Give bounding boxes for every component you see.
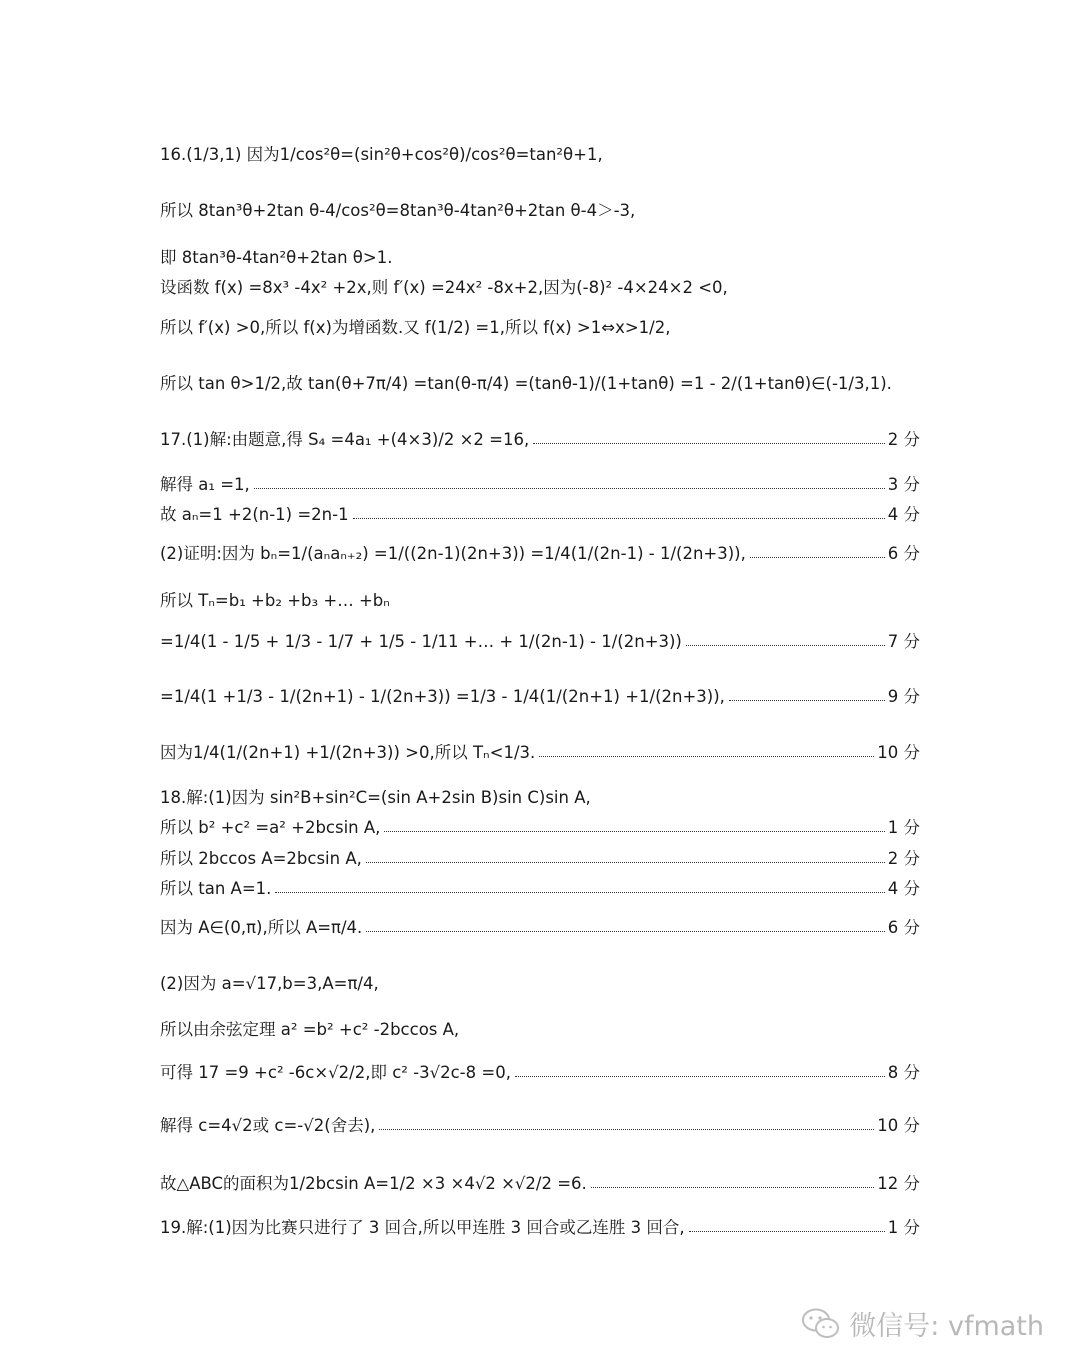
score-mark: 10 分: [877, 743, 920, 762]
wechat-icon: [801, 1307, 841, 1341]
dotted-leader: [275, 892, 884, 893]
score-mark: 1 分: [887, 1218, 920, 1237]
solution-line: [160, 820, 920, 837]
score-mark: 6 分: [887, 544, 920, 563]
line-text: 因为 A∈(0,π),所以 A=π/4.: [160, 918, 363, 937]
dotted-leader: [686, 645, 885, 646]
line-text: (2)证明:因为 bₙ=1/(aₙaₙ₊₂) =1/((2n-1)(2n+3)) =1/4(1/(2n-1) - 1/(2n+3)),: [160, 544, 746, 563]
score-mark: 2 分: [887, 430, 920, 449]
score-mark: 6 分: [887, 918, 920, 937]
line-text: 所以 2bccos A=2bcsin A,: [160, 849, 362, 868]
solution-line: [160, 689, 920, 706]
score-mark: 12 分: [877, 1174, 920, 1193]
dotted-leader: [353, 518, 885, 519]
solution-line: [160, 593, 920, 610]
line-text: 设函数 f(x) =8x³ -4x² +2x,则 f′(x) =24x² -8x+2,因为(-8)² -4×24×2 <0,: [160, 278, 728, 297]
line-text: 解得 c=4√2或 c=-√2(舍去),: [160, 1116, 376, 1135]
solution-line: [160, 881, 920, 898]
line-text: 所以 8tan³θ+2tan θ-4/cos²θ=8tan³θ-4tan²θ+2tan θ-4＞-3,: [160, 201, 636, 220]
solution-line: [160, 1065, 920, 1082]
dotted-leader: [366, 931, 884, 932]
line-text: 所以 tan θ>1/2,故 tan(θ+7π/4) =tan(θ-π/4) =(tanθ-1)/(1+tanθ) =1 - 2/(1+tanθ)∈(-1/3,1).: [160, 374, 892, 393]
solution-line: [160, 477, 920, 494]
solution-line: [160, 432, 920, 449]
dotted-leader: [379, 1129, 874, 1130]
score-mark: 10 分: [877, 1116, 920, 1135]
dotted-leader: [366, 862, 885, 863]
solution-line: [160, 1220, 920, 1237]
solution-line: [160, 1022, 920, 1039]
line-text: =1/4(1 +1/3 - 1/(2n+1) - 1/(2n+3)) =1/3 - 1/4(1/(2n+1) +1/(2n+3)),: [160, 687, 725, 706]
line-text: 16.(1/3,1) 因为1/cos²θ=(sin²θ+cos²θ)/cos²θ=tan²θ+1,: [160, 145, 603, 164]
solution-line: [160, 546, 920, 563]
score-mark: 1 分: [887, 818, 920, 837]
score-mark: 3 分: [887, 475, 920, 494]
solution-line: [160, 320, 920, 337]
line-text: 故 aₙ=1 +2(n-1) =2n-1: [160, 505, 349, 524]
line-text: (2)因为 a=√17,b=3,A=π/4,: [160, 974, 379, 993]
solution-line: [160, 920, 920, 937]
solution-line: [160, 790, 920, 807]
line-text: 所以由余弦定理 a² =b² +c² -2bccos A,: [160, 1020, 460, 1039]
line-text: 18.解:(1)因为 sin²B+sin²C=(sin A+2sin B)sin C)sin A,: [160, 788, 591, 807]
line-text: 所以 f′(x) >0,所以 f(x)为增函数.又 f(1/2) =1,所以 f(x) >1⇔x>1/2,: [160, 318, 671, 337]
dotted-leader: [689, 1231, 885, 1232]
line-text: =1/4(1 - 1/5 + 1/3 - 1/7 + 1/5 - 1/11 +… + 1/(2n-1) - 1/(2n+3)): [160, 632, 682, 651]
line-text: 17.(1)解:由题意,得 S₄ =4a₁ +(4×3)/2 ×2 =16,: [160, 430, 530, 449]
solution-line: [160, 250, 920, 267]
solution-line: [160, 203, 920, 220]
score-mark: 4 分: [887, 505, 920, 524]
line-text: 19.解:(1)因为比赛只进行了 3 回合,所以甲连胜 3 回合或乙连胜 3 回合,: [160, 1218, 685, 1237]
dotted-leader: [539, 756, 874, 757]
dotted-leader: [384, 831, 884, 832]
score-mark: 4 分: [887, 879, 920, 898]
solution-line: [160, 1118, 920, 1135]
solution-line: [160, 376, 920, 393]
solution-line: [160, 1176, 920, 1193]
line-text: 解得 a₁ =1,: [160, 475, 250, 494]
score-mark: 2 分: [887, 849, 920, 868]
dotted-leader: [729, 700, 885, 701]
solution-line: [160, 634, 920, 651]
dotted-leader: [591, 1187, 874, 1188]
line-text: 所以 b² +c² =a² +2bcsin A,: [160, 818, 381, 837]
watermark-text: 微信号: vfmath: [849, 1311, 1044, 1342]
dotted-leader: [254, 488, 885, 489]
score-mark: 8 分: [887, 1063, 920, 1082]
dotted-leader: [533, 443, 885, 444]
dotted-leader: [750, 557, 885, 558]
solution-line: [160, 745, 920, 762]
line-text: 所以 tan A=1.: [160, 879, 272, 898]
line-text: 所以 Tₙ=b₁ +b₂ +b₃ +… +bₙ: [160, 591, 390, 610]
solution-line: [160, 280, 920, 297]
solution-line: [160, 851, 920, 868]
line-text: 可得 17 =9 +c² -6c×√2/2,即 c² -3√2c-8 =0,: [160, 1063, 511, 1082]
score-mark: 9 分: [887, 687, 920, 706]
line-text: 因为1/4(1/(2n+1) +1/(2n+3)) >0,所以 Tₙ<1/3.: [160, 743, 536, 762]
solution-line: [160, 147, 920, 164]
solution-line: [160, 507, 920, 524]
line-text: 即 8tan³θ-4tan²θ+2tan θ>1.: [160, 248, 393, 267]
line-text: 故△ABC的面积为1/2bcsin A=1/2 ×3 ×4√2 ×√2/2 =6.: [160, 1174, 587, 1193]
watermark: [801, 1304, 1044, 1343]
score-mark: 7 分: [887, 632, 920, 651]
dotted-leader: [515, 1076, 885, 1077]
solution-line: [160, 976, 920, 993]
